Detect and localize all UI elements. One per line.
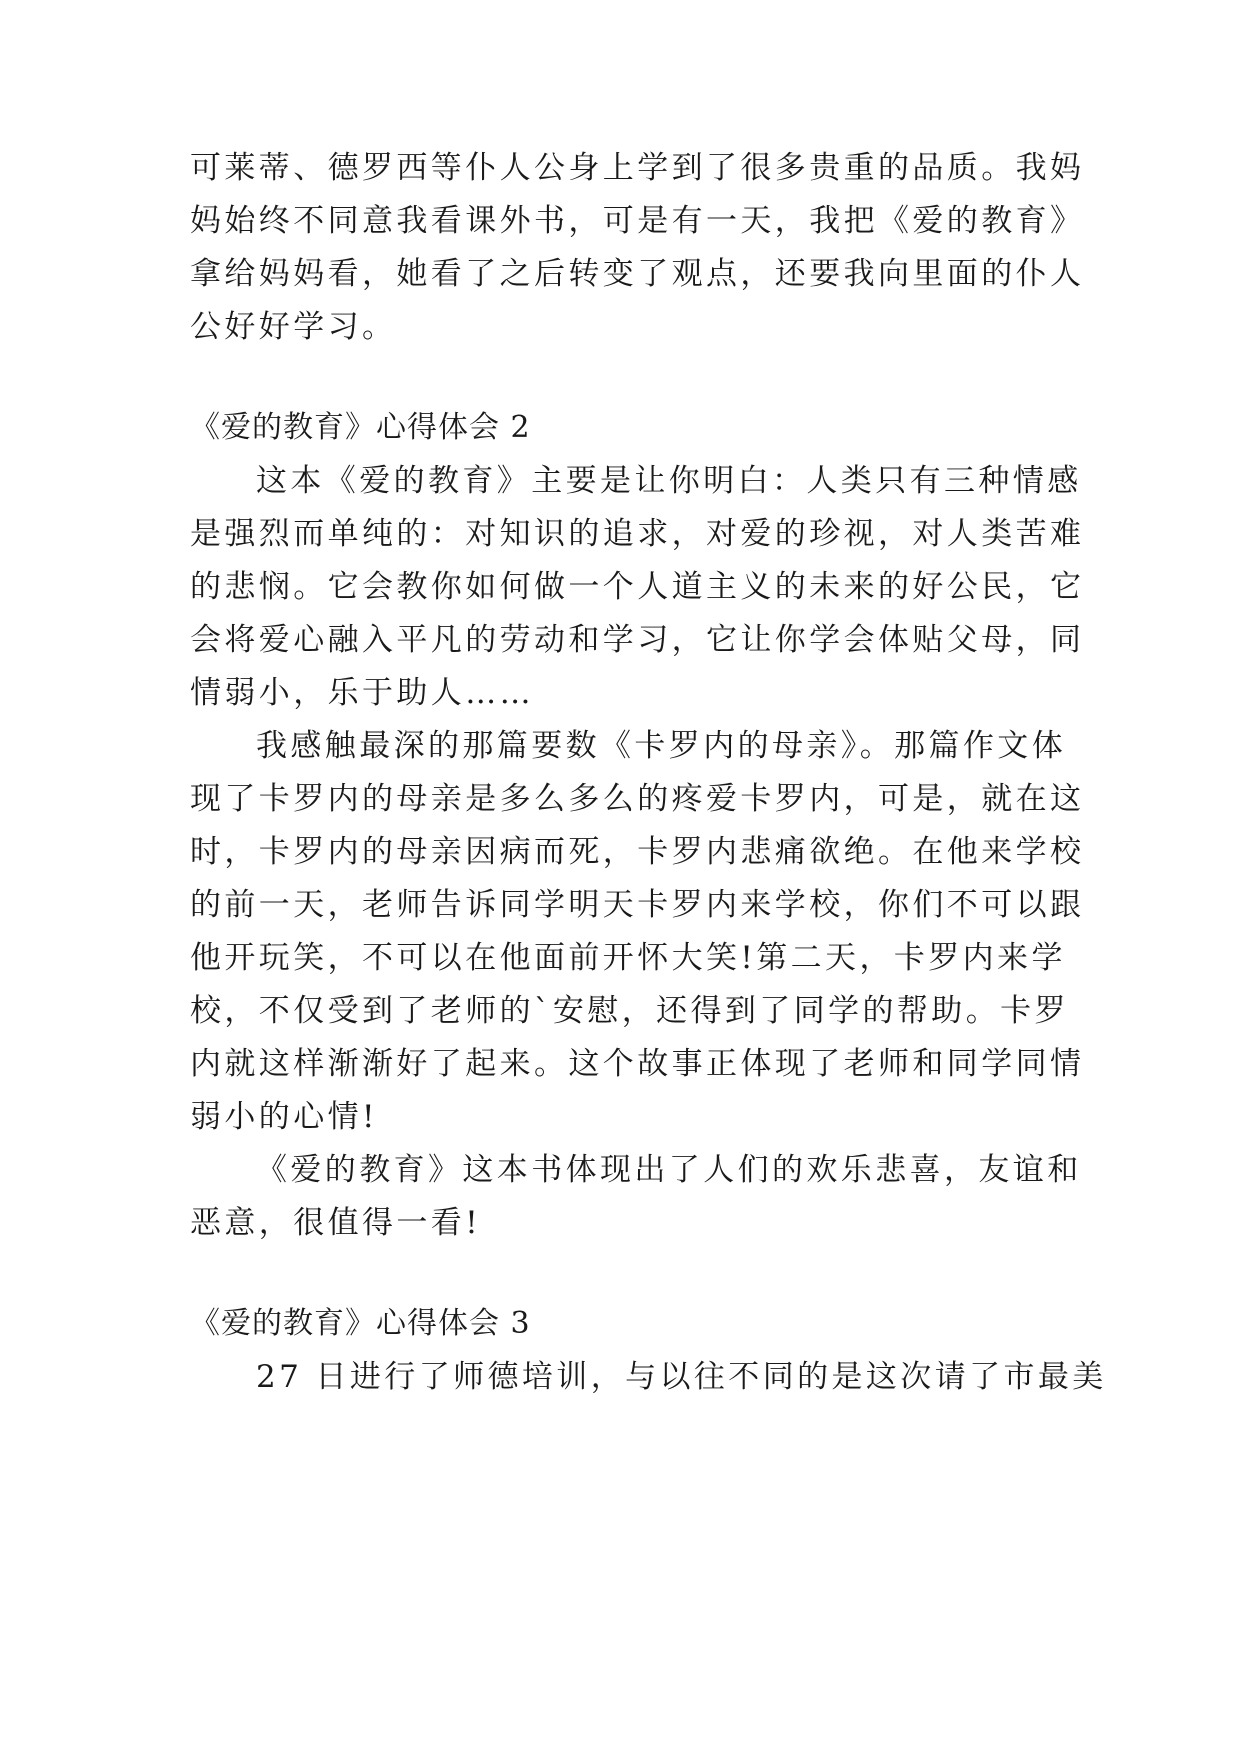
text-line: 弱小的心情!: [190, 1099, 378, 1135]
text-line: 时，卡罗内的母亲因病而死，卡罗内悲痛欲绝。在他来学校: [190, 834, 1085, 870]
text-line: 拿给妈妈看，她看了之后转变了观点，还要我向里面的仆人: [190, 256, 1085, 292]
text-line: 是强烈而单纯的：对知识的追求，对爱的珍视，对人类苦难: [190, 516, 1085, 552]
text-line: 这本《爱的教育》主要是让你明白：人类只有三种情感: [256, 463, 1082, 499]
text-line: 27 日进行了师德培训，与以往不同的是这次请了市最美: [256, 1359, 1107, 1395]
text-line: 我感触最深的那篇要数《卡罗内的母亲》。那篇作文体: [256, 728, 1067, 764]
text-line: 妈始终不同意我看课外书，可是有一天，我把《爱的教育》: [190, 203, 1085, 239]
section-heading: 《爱的教育》心得体会 3: [190, 1306, 531, 1341]
text-line: 可莱蒂、德罗西等仆人公身上学到了很多贵重的品质。我妈: [190, 150, 1085, 186]
text-line: 公好好学习。: [190, 309, 397, 345]
text-line: 《爱的教育》这本书体现出了人们的欢乐悲喜，友谊和: [256, 1152, 1082, 1188]
section-heading: 《爱的教育》心得体会 2: [190, 410, 531, 445]
text-line: 内就这样渐渐好了起来。这个故事正体现了老师和同学同情: [190, 1046, 1085, 1082]
text-line: 的悲悯。它会教你如何做一个人道主义的未来的好公民，它: [190, 569, 1085, 605]
text-line: 恶意，很值得一看!: [190, 1205, 482, 1241]
text-line: 会将爱心融入平凡的劳动和学习，它让你学会体贴父母，同: [190, 622, 1085, 658]
text-line: 的前一天，老师告诉同学明天卡罗内来学校，你们不可以跟: [190, 887, 1085, 923]
text-line: 现了卡罗内的母亲是多么多么的疼爱卡罗内，可是，就在这: [190, 781, 1085, 817]
text-line: 校，不仅受到了老师的`安慰，还得到了同学的帮助。卡罗: [190, 993, 1069, 1029]
text-line: 情弱小，乐于助人……: [190, 675, 534, 711]
text-line: 他开玩笑，不可以在他面前开怀大笑!第二天，卡罗内来学: [190, 940, 1066, 976]
